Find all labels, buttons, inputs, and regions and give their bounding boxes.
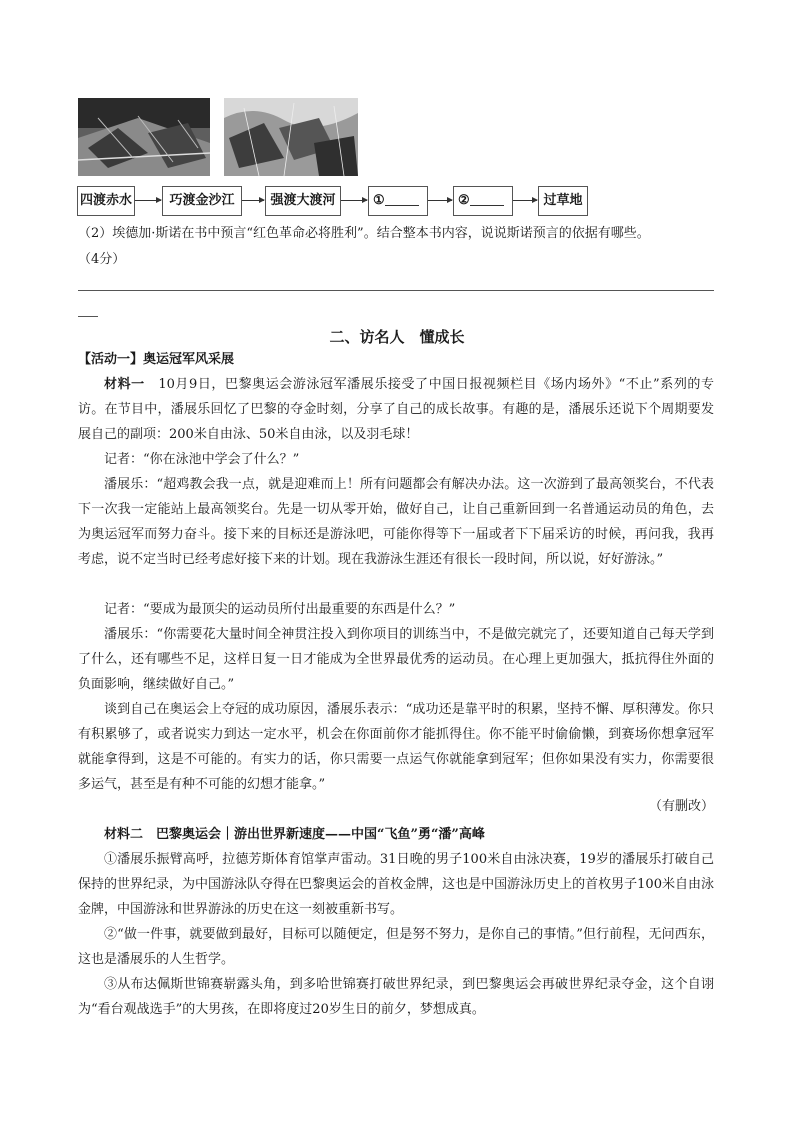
material-1-intro-text: 10月9日，巴黎奥运会游泳冠军潘展乐接受了中国日报视频栏目《场内场外》“不止”系列的专访。在节目中，潘展乐回忆了巴黎的夺金时刻，分享了自己的成长故事。有趣的是，潘展乐还说下个周期要发展自己的副项：200米自由泳、50米自由泳，以及羽毛球！ — [78, 377, 714, 442]
material-1-label: 材料一 — [104, 377, 145, 392]
material-2-paragraph-3: ③从布达佩斯世锦赛崭露头角，到多哈世锦赛打破世界纪录，到巴黎奥运会再破世界纪录夺金，这个自诩为“看台观战选手”的大男孩，在即将度过20岁生日的前夕，梦想成真。 — [78, 977, 714, 1017]
flow-blank-2-label: ② — [458, 193, 470, 208]
flow-arrow-4 — [428, 200, 452, 201]
flow-blank-1 — [368, 186, 428, 216]
material-1-source-note: （有删改） — [648, 799, 714, 814]
question-2-line-2: （4分） — [78, 252, 126, 267]
material-1-intro — [78, 372, 714, 447]
photo-grassland-march — [224, 98, 358, 176]
flow-arrow-5 — [513, 200, 537, 201]
flow-box-1: 四渡赤水 — [77, 186, 135, 216]
flow-blank-1-label: ① — [373, 193, 385, 208]
material-1-paragraph-3: 谈到自己在奥运会上夺冠的成功原因，潘展乐表示：“成功还是靠平时的积累，坚持不懈、厚积薄发。你只有积累够了，或者说实力到达一定水平，机会在你面前你才能抓得住。你不能平时偷偷懒，到赛场你想拿冠军就能拿得到，这是不可能的。有实力的话，你只需要一点运气你就能拿到冠军；但你如果没有实力，你需要很多运气，甚至是有种不可能的幻想才能拿。” — [78, 702, 714, 792]
section-title: 二、访名人 懂成长 — [329, 328, 465, 346]
flow-arrow-3 — [341, 200, 367, 201]
photo-soldiers-crossing — [78, 98, 210, 176]
question-2-line-1: （2）埃德加·斯诺在书中预言“红色革命必将胜利”。结合整本书内容，说说斯诺预言的依据有哪些。 — [78, 226, 650, 241]
flow-box-6: 过草地 — [538, 186, 588, 216]
activity-1-title: 【活动一】奥运冠军风采展 — [78, 352, 235, 367]
material-1-question-1: 记者：“你在泳池中学会了什么？” — [104, 452, 300, 467]
material-2-title: 材料二 巴黎奥运会｜游出世界新速度——中国“飞鱼”勇“潘”高峰 — [104, 827, 485, 842]
material-2-paragraph-1: ①潘展乐振臂高呼，拉德芳斯体育馆掌声雷动。31日晚的男子100米自由泳决赛，19岁的潘展乐打破自己保持的世界纪录，为中国游泳队夺得在巴黎奥运会的首枚金牌，这也是中国游泳历史上的首枚男子100米自由泳金牌，中国游泳和世界游泳的历史在这一刻被重新书写。 — [78, 852, 714, 917]
blank-line-1 — [385, 191, 419, 206]
flow-arrow-1 — [135, 200, 161, 201]
material-1-answer-2: 潘展乐：“你需要花大量时间全神贯注投入到你项目的训练当中，不是做完就完了，还要知道自己每天学到了什么，还有哪些不足，这样日复一日才能成为全世界最优秀的运动员。在心理上更加强大，抵抗得住外面的负面影响，继续做好自己。” — [78, 627, 714, 692]
material-1-answer-1: 潘展乐：“超鸡教会我一点，就是迎难而上！所有问题都会有解决办法。这一次游到了最高领奖台，不代表下一次我一定能站上最高领奖台。先是一切从零开始，做好自己，让自己重新回到一名普通运动员的角色，去为奥运冠军而努力奋斗。接下来的目标还是游泳吧，可能你得等下一届或者下下届采访的时候，再问我，我再考虑，说不定当时已经考虑好接下来的计划。现在我游泳生涯还有很长一段时间，所以说，好好游泳。” — [78, 477, 714, 567]
flow-arrow-2 — [242, 200, 264, 201]
flow-box-2: 巧渡金沙江 — [162, 186, 242, 216]
answer-line-2 — [78, 316, 98, 317]
material-1-question-2: 记者：“要成为最顶尖的运动员所付出最重要的东西是什么？” — [104, 602, 456, 617]
flow-blank-2 — [453, 186, 513, 216]
answer-line-1 — [78, 290, 714, 291]
flow-box-3: 强渡大渡河 — [265, 186, 341, 216]
blank-line-2 — [470, 191, 504, 206]
material-2-paragraph-2: ②“做一件事，就要做到最好，目标可以随便定，但是努不努力，是你自己的事情。”但行前程，无问西东，这也是潘展乐的人生哲学。 — [78, 927, 714, 967]
